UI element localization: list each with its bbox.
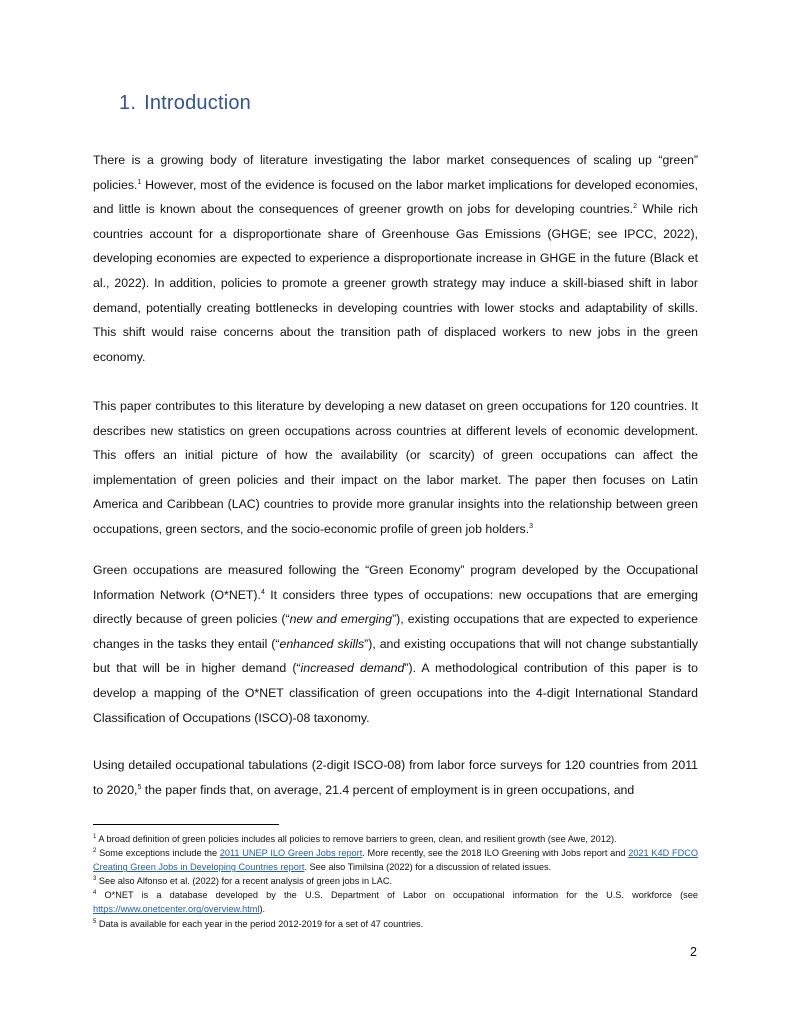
k4d-fdco-report-link[interactable]: 2021 K4D FDCO Creating Green Jobs in Developing Countries report — [93, 848, 698, 873]
footnote-number: 2 — [93, 848, 97, 855]
footnote-4 — [93, 888, 698, 916]
footnote-5 — [93, 917, 698, 931]
section-title: Introduction — [144, 92, 252, 114]
footnote-text: O*NET is a database developed by the U.S. Department of Labor on occupational information for the U.S. workforce (see — [96, 890, 698, 901]
footnote-divider — [93, 824, 279, 825]
page-number: 2 — [690, 945, 697, 959]
emphasis-text: increased demand — [300, 661, 405, 676]
footnote-1 — [93, 832, 698, 846]
paragraph-text: It considers three types of occupations: new occupations that are emerging directly because of green policies (“ — [93, 587, 698, 627]
footnote-text: Data is available for each year in the period 2012-2019 for a set of 47 countries. — [96, 918, 424, 929]
paragraph-text: Green occupations are measured following the “Green Economy” program developed by the Occupational Information Network (O*NET). — [93, 563, 698, 602]
section-number: 1. — [119, 92, 137, 114]
footnote-ref[interactable]: 1 — [137, 178, 142, 186]
footnote-text: See also Alfonso et al. (2022) for a recent analysis of green jobs in LAC. — [96, 876, 393, 887]
unep-ilo-report-link[interactable]: 2011 UNEP ILO Green Jobs report — [219, 848, 363, 859]
footnote-text: A broad definition of green policies includes all policies to remove barriers to green, clean, and resilient growth (see Awe, 2012). — [96, 834, 617, 844]
footnote-text: . See also Timilsina (2022) for a discussion of related issues. — [304, 862, 552, 873]
footnote-number: 5 — [93, 918, 97, 925]
paragraph-text: Using detailed occupational tabulations (2-digit ISCO-08) from labor force surveys for 120 countries from 2011 to 2020, — [93, 758, 698, 797]
paragraph-text: ”). A methodological contribution of this paper is to develop a mapping of the O*NET classification of green occupations into the 4-digit International Standard Classification of Occupations (ISCO)-08 taxonomy. — [93, 661, 698, 725]
paragraph-text: There is a growing body of literature investigating the labor market consequences of scaling up “green” policies. — [93, 153, 698, 192]
paragraph-2 — [93, 394, 698, 542]
paragraph-1 — [93, 148, 698, 369]
paragraph-text: This paper contributes to this literature by developing a new dataset on green occupations for 120 countries. It describes new statistics on green occupations across countries at different levels of economic development. This offers an initial picture of how the availability (or scarcity) of green occupations can affect the implementation of green policies and their impact on the labor market. The paper then focuses on Latin America and Caribbean (LAC) countries to provide more granular insights into the relationship between green occupations, green sectors, and the socio-economic profile of green job holders. — [93, 399, 698, 536]
footnote-ref[interactable]: 4 — [260, 588, 265, 596]
paragraph-text: ”), and existing occupations that will not change substantially but that will be in higher demand (“ — [93, 636, 698, 676]
footnote-text: . More recently, see the 2018 ILO Greening with Jobs report and — [362, 848, 629, 859]
paragraph-3 — [93, 558, 698, 730]
paragraph-text: However, most of the evidence is focused on the labor market implications for developed economies, and little is known about the consequences of greener growth on jobs for developing countries. — [93, 177, 698, 217]
paragraph-text: the paper finds that, on average, 21.4 percent of employment is in green occupations, and — [141, 782, 635, 797]
footnote-text: Some exceptions include the — [96, 848, 220, 859]
footnote-number: 4 — [93, 890, 97, 897]
footnote-3 — [93, 874, 698, 888]
footnote-number: 3 — [93, 876, 97, 883]
section-heading — [119, 92, 251, 115]
footnote-2 — [93, 846, 698, 874]
paragraph-4 — [93, 753, 698, 802]
footnote-ref[interactable]: 3 — [529, 522, 534, 530]
paragraph-text: While rich countries account for a disproportionate share of Greenhouse Gas Emissions (GHGE; see IPCC, 2022), developing economies are expected to experience a disproportionate increase in GHGE in the future (Black et al., 2022). In addition, policies to promote a greener growth strategy may induce a skill-biased shift in labor demand, potentially creating bottlenecks in developing countries with lower stocks and adaptability of skills. This shift would raise concerns about the transition path of displaced workers to new jobs in the green economy. — [93, 202, 698, 364]
footnote-number: 1 — [93, 833, 97, 840]
footnote-ref[interactable]: 2 — [633, 203, 637, 211]
footnote-text: ). — [259, 904, 266, 915]
emphasis-text: enhanced skills — [279, 636, 365, 651]
onet-overview-link[interactable]: https://www.onetcenter.org/overview.html — [93, 904, 260, 915]
footnote-ref[interactable]: 5 — [137, 783, 142, 791]
emphasis-text: new and emerging — [289, 612, 393, 627]
paragraph-text: ”), existing occupations that are expected to experience changes in the tasks they entail (“ — [93, 612, 698, 651]
footnotes — [93, 832, 698, 931]
